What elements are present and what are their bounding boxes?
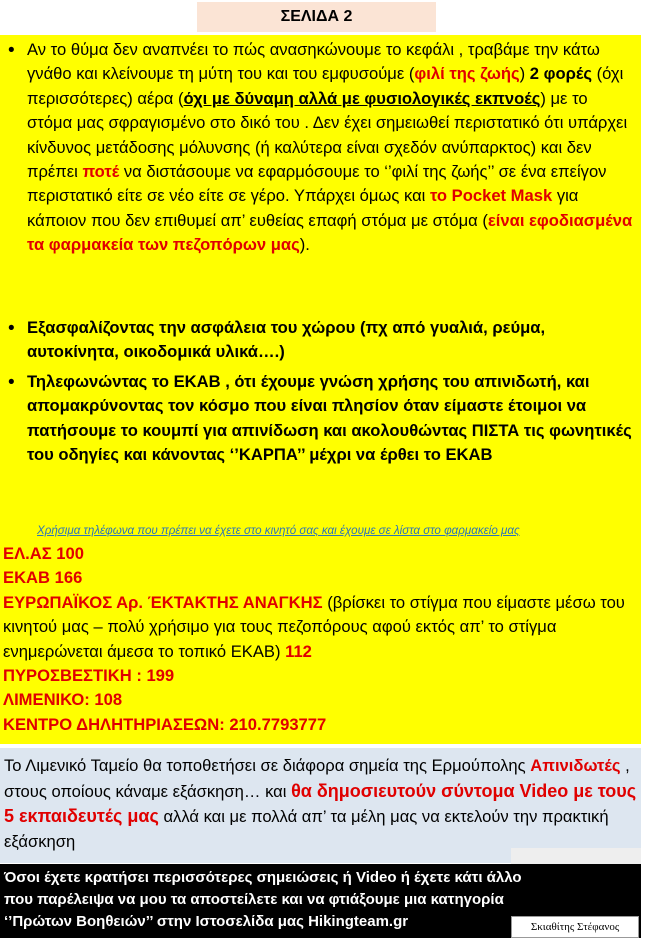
phone-ekav: ΕΚΑΒ 166 <box>3 568 83 588</box>
phone-police: ΕΛ.ΑΣ 100 <box>3 544 84 563</box>
phone-fire: ΠΥΡΟΣΒΕΣΤΙΚΗ : 199 <box>3 666 175 686</box>
paragraph-call-ekav: Τηλεφωνώντας το ΕΚΑΒ , ότι έχουμε γνώση χρήσης του απινιδωτή, και απομακρύνοντας τον κόσμο που είναι πλησίον όταν είμαστε έτοιμοι να πατήσουμε το κουμπί για απινίδωση και ακολουθώντας ΠΙΣΤΑ τις φωνητικές του οδηγίες και κάνοντας ‘’ΚΑΡΠΑ’’ μέχρι να έρθει το ΕΚΑΒ <box>27 372 632 465</box>
info-panel <box>0 748 641 863</box>
phone-poison-center: ΚΕΝΤΡΟ ΔΗΛΗΤΗΡΙΑΣΕΩΝ: 210.7793777 <box>3 714 327 734</box>
phones-heading-link[interactable]: Χρήσιμα τηλέφωνα που πρέπει να έχετε στο κινητό σας και έχουμε σε λίστα στο φαρμακείο μας <box>37 524 520 537</box>
bullet-point-icon: • <box>8 318 15 339</box>
page-title: ΣΕΛΙΔΑ 2 <box>197 2 436 32</box>
footer-text: Όσοι έχετε κρατήσει περισσότερες σημειώσεις ή Video ή έχετε κάτι άλλο που παρέλειψα να μου τα αποστείλετε και να φτιάξουμε μια κατηγορία ‘’Πρώτων Βοηθειών’’ στην Ιστοσελίδα μας Hikingteam.gr <box>4 869 522 930</box>
bullet-point-icon: • <box>8 372 15 393</box>
info-text: Το Λιμενικό Ταμείο θα τοποθετήσει σε διάφορα σημεία της Ερμούπολης Απινιδωτές , στους οποίους κάναμε εξάσκηση… και θα δημοσιευτούν σύντομα Video με τους 5 εκπαιδευτές μας αλλά και με πολλά απ’ τα μέλη μας να εκτελούν την πρακτική εξάσκηση <box>4 756 637 851</box>
yellow-content-panel <box>0 35 641 744</box>
bullet-point-icon: • <box>8 40 15 61</box>
paragraph-rescue-breath: Αν το θύμα δεν αναπνέει το πώς ανασηκώνουμε το κεφάλι , τραβάμε την κάτω γνάθο και κλείνουμε τη μύτη του και του εμφυσούμε (φιλί της ζωής) 2 φορές (όχι περισσότερες) αέρα (όχι με δύναμη αλλά με φυσιολογικές εκπνοές) με το στόμα μας σφραγισμένο στο δικό του . Δεν έχει σημειωθεί περιστατικό ότι υπάρχει κίνδυνος μετάδοσης μόλυνσης (ή καλύτερα είναι σχεδόν ανύπαρκτος) και δεν πρέπει ποτέ να διστάσουμε να εφαρμόσουμε το ‘’φιλί της ζωής’’ σε ένα επείγον περιστατικό είτε σε νέο είτε σε γέρο. Υπάρχει όμως και το Pocket Mask για κάποιον που δεν επιθυμεί απ’ ευθείας επαφή στόμα με στόμα (είναι εφοδιασμένα τα φαρμακεία των πεζοπόρων μας). <box>27 40 633 255</box>
paragraph-safety: Εξασφαλίζοντας την ασφάλεια του χώρου (πχ από γυαλιά, ρεύμα, αυτοκίνητα, οικοδομικά υλικά….) <box>27 318 546 362</box>
phone-list <box>3 542 635 737</box>
signature-shadow <box>511 848 641 864</box>
phone-port: ΛΙΜΕΝΙΚΟ: 108 <box>3 690 123 710</box>
author-signature: Σκιαθίτης Στέφανος <box>511 916 639 938</box>
phone-european-emergency: ΕΥΡΩΠΑΪΚΟΣ Αρ. ΈΚΤΑΚΤΗΣ ΑΝΑΓΚΗΣ (βρίσκει το στίγμα που είμαστε μέσω του κινητού μας – πολύ χρήσιμο για τους πεζοπόρους αφού εκτός απ’ το στίγμα ενημερώνεται άμεσα το τοπικό ΕΚΑΒ) 112 <box>3 592 625 661</box>
